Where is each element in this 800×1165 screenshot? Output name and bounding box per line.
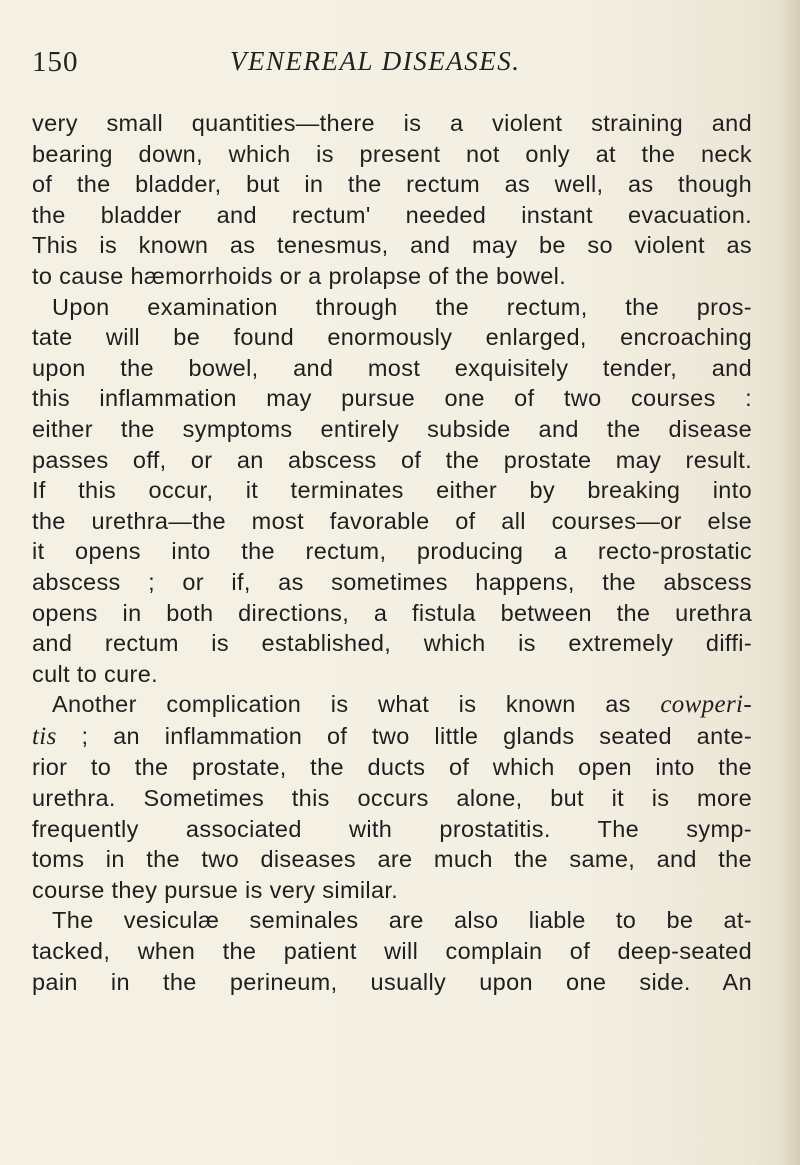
text-line: it opens into the rectum, producing a recto-prostatic — [32, 538, 752, 565]
text-line: the urethra—the most favorable of all courses—or else — [32, 507, 752, 534]
text-line: frequently associated with prostatitis. The symp- — [32, 815, 752, 842]
line-text: Another complication is what is known as — [52, 691, 661, 718]
text-line: abscess ; or if, as sometimes happens, the abscess — [32, 568, 752, 595]
paragraph-start-line: The vesiculæ seminales are also liable to be at- — [52, 907, 752, 934]
line-text: ; an inflammation of two little glands seated ante- — [56, 722, 752, 749]
text-line: cult to cure. — [32, 660, 159, 687]
body-text — [32, 108, 752, 997]
text-line: the bladder and rectum' needed instant evacuation. — [32, 201, 752, 228]
italic-term: cowperi- — [660, 691, 752, 719]
text-line: bearing down, which is present not only at the neck — [32, 140, 752, 167]
paragraph-start-line: Upon examination through the rectum, the pros- — [52, 293, 752, 320]
text-line: pain in the perineum, usually upon one side. An — [32, 968, 752, 995]
text-line: very small quantities—there is a violent straining and — [32, 110, 752, 136]
text-line: tacked, when the patient will complain of deep-seated — [32, 938, 752, 965]
text-line: This is known as tenesmus, and may be so violent as — [32, 232, 752, 259]
text-line: either the symptoms entirely subside and the disease — [32, 415, 752, 442]
text-line: this inflammation may pursue one of two courses : — [32, 385, 752, 412]
text-line: to cause hæmorrhoids or a prolapse of the bowel. — [32, 262, 567, 289]
italic-term: tis — [32, 722, 57, 750]
text-line: rior to the prostate, the ducts of which open into the — [32, 754, 752, 781]
text-line — [32, 721, 752, 753]
page-header — [32, 46, 732, 82]
text-line: course they pursue is very similar. — [32, 876, 399, 903]
page-edge-shadow — [782, 0, 800, 1165]
page-number: 150 — [32, 46, 79, 78]
running-head: VENEREAL DISEASES. — [230, 46, 521, 76]
text-line: and rectum is established, which is extremely diffi- — [32, 630, 752, 657]
text-line: passes off, or an abscess of the prostate may result. — [32, 446, 752, 473]
text-line: of the bladder, but in the rectum as well, as though — [32, 171, 752, 198]
paragraph-start-line — [32, 689, 752, 721]
text-line: upon the bowel, and most exquisitely tender, and — [32, 354, 752, 381]
text-line: toms in the two diseases are much the same, and the — [32, 846, 752, 873]
text-line: opens in both directions, a fistula between the urethra — [32, 599, 752, 626]
text-line: If this occur, it terminates either by breaking into — [32, 477, 752, 504]
text-line: urethra. Sometimes this occurs alone, but it is more — [32, 785, 752, 812]
text-line: tate will be found enormously enlarged, encroaching — [32, 324, 752, 351]
